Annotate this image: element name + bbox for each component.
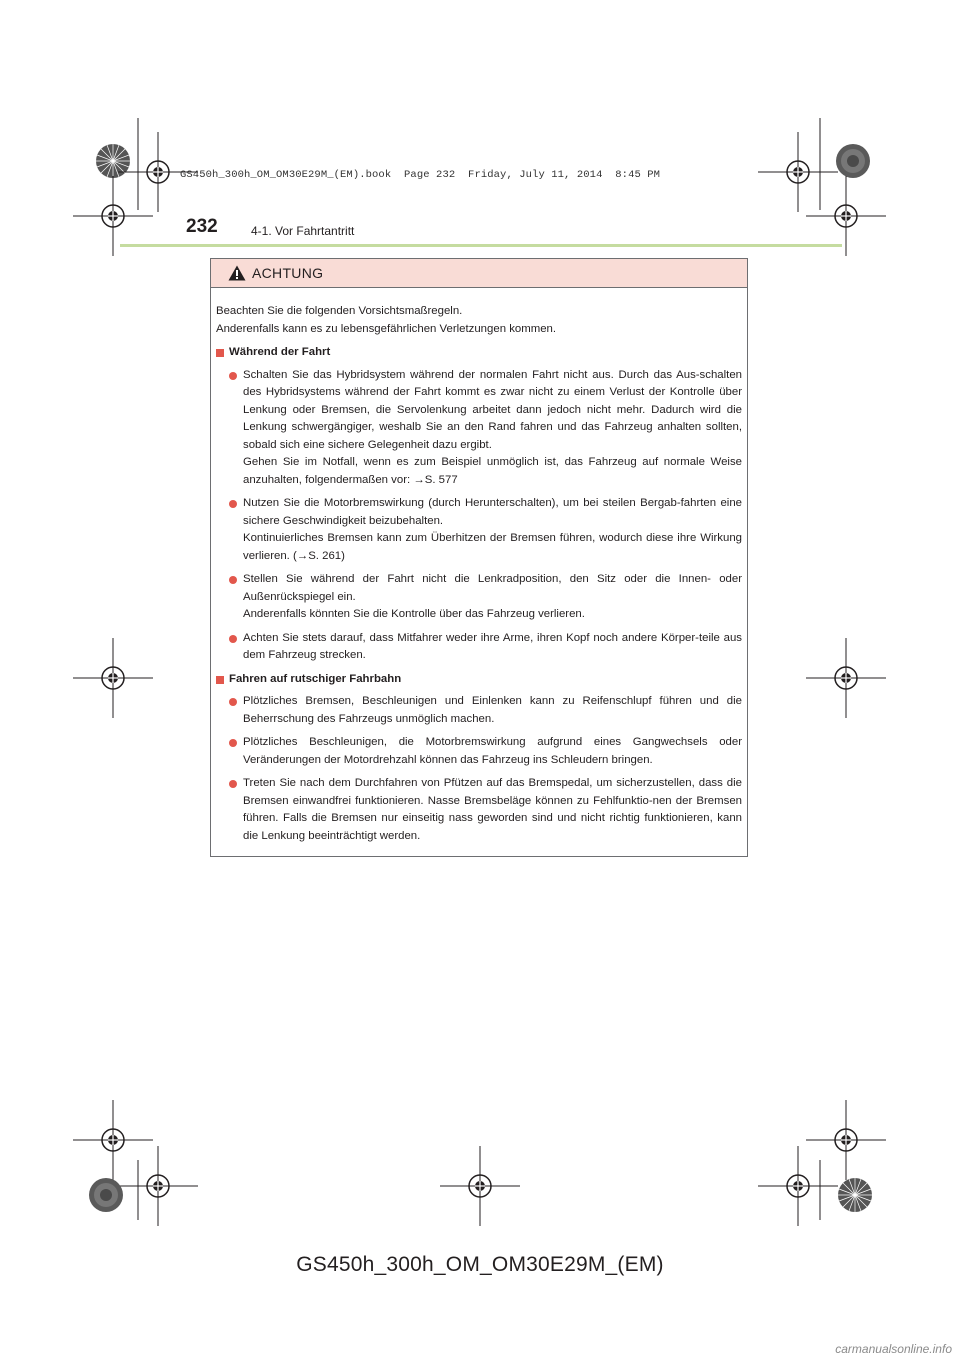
bullet-dot-icon (229, 576, 237, 584)
list-item (216, 734, 742, 769)
watermark-link[interactable]: carmanualsonline.info (835, 1342, 952, 1356)
paragraph: Plötzliches Beschleunigen, die Motorbremswirkung aufgrund eines Gangwechsels oder Veränderungen der Motordrehzahl können das Fahrzeug ins Schleudern bringen. (243, 736, 742, 766)
intro-line: Anderenfalls kann es zu lebensgefährlichen Verletzungen kommen. (216, 322, 557, 335)
bullet-dot-icon (229, 739, 237, 747)
list-item (216, 693, 742, 728)
header-rule (120, 244, 842, 247)
paragraph: Kontinuierliches Bremsen kann zum Überhitzen der Bremsen führen, wodurch diese ihre Wirkung verlieren. (→S. 261) (243, 532, 742, 562)
footer-model-code: GS450h_300h_OM_OM30E29M_(EM) (296, 1253, 664, 1276)
bullet-dot-icon (229, 635, 237, 643)
paragraph: Schalten Sie das Hybridsystem während der normalen Fahrt nicht aus. Durch das Aus-schalten des Hybridsystems während der Fahrt kommt es zwar nicht zu einem Verlust der Kontrolle über Lenkung oder Bremsen, die Servolenkung arbeitet dann jedoch nicht mehr. Dadurch wird die Lenkung schwergängiger, weshalb Sie an den Rand fahren und das Fahrzeug anhalten sollten, sobald sich eine sichere Gelegenheit dazu ergibt. (243, 368, 742, 451)
warning-box (210, 258, 748, 857)
paragraph: Achten Sie stets darauf, dass Mitfahrer weder ihre Arme, ihren Kopf noch andere Körper-teile aus dem Fahrzeug strecken. (243, 631, 742, 661)
print-info: GS450h_300h_OM_OM30E29M_(EM).book Page 232 Friday, July 11, 2014 8:45 PM (180, 169, 661, 181)
paragraph: Plötzliches Bremsen, Beschleunigen und Einlenken kann zu Reifenschlupf führen und die Beherrschung des Fahrzeugs unmöglich machen. (243, 695, 742, 725)
page-number: 232 (186, 216, 218, 237)
warning-title: ACHTUNG (252, 265, 324, 281)
paragraph: Stellen Sie während der Fahrt nicht die Lenkradposition, den Sitz oder die Innen- oder Außenrückspiegel ein. (243, 573, 742, 603)
warning-triangle-icon (228, 265, 246, 281)
list-item (216, 367, 742, 490)
list-item (216, 495, 742, 565)
bullet-dot-icon (229, 500, 237, 508)
paragraph: Anderenfalls könnten Sie die Kontrolle über das Fahrzeug verlieren. (243, 608, 585, 620)
section-title: 4-1. Vor Fahrtantritt (251, 224, 355, 238)
list-item (216, 630, 742, 665)
bullet-dot-icon (229, 698, 237, 706)
square-bullet-icon (216, 676, 224, 684)
list-item (216, 775, 742, 845)
paragraph: Gehen Sie im Notfall, wenn es zum Beispiel unmöglich ist, das Fahrzeug auf normale Weise anzuhalten, folgendermaßen vor: →S. 577 (243, 456, 742, 486)
bullet-dot-icon (229, 780, 237, 788)
bullet-dot-icon (229, 372, 237, 380)
paragraph: Nutzen Sie die Motorbremswirkung (durch Herunterschalten), um bei steilen Bergab-fahrten eine sichere Geschwindigkeit beizubehalten. (243, 497, 742, 527)
warning-header (211, 259, 747, 288)
list-item (216, 571, 742, 624)
subsection-heading: Während der Fahrt (216, 344, 742, 362)
paragraph: Treten Sie nach dem Durchfahren von Pfützen auf das Bremspedal, um sicherzustellen, dass die Bremsen einwandfrei funktionieren. Nasse Bremsbeläge können zu Fehlfunktio-nen der Bremsen führen. Falls die Bremsen nur einseitig nass geworden sind und nicht richtig funktionieren, kann die Lenkung beeinträchtigt werden. (243, 777, 742, 842)
subsection-heading: Fahren auf rutschiger Fahrbahn (216, 671, 742, 689)
square-bullet-icon (216, 349, 224, 357)
warning-intro (216, 303, 742, 338)
intro-line: Beachten Sie die folgenden Vorsichtsmaßregeln. (216, 305, 463, 317)
warning-body (211, 288, 747, 845)
